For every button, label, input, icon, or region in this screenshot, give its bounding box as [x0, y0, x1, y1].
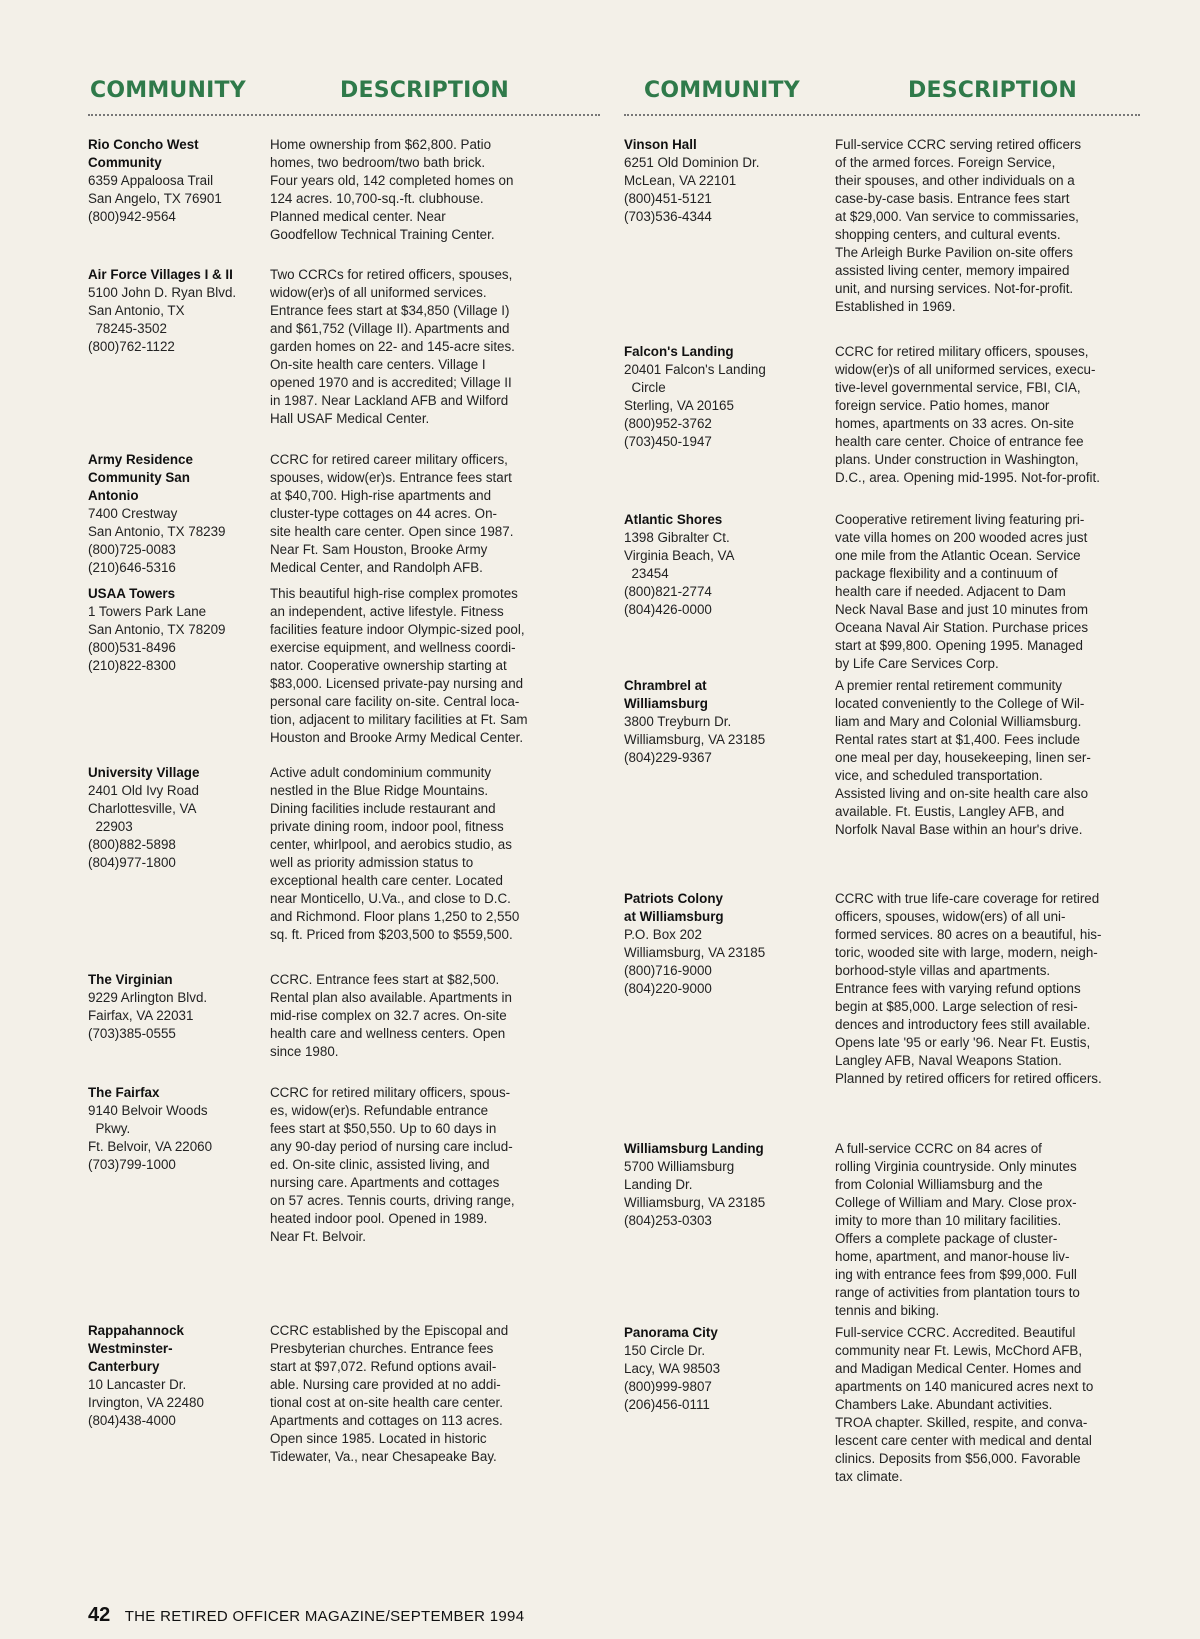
description-line: Planned by retired officers for retired officers. [835, 1071, 1102, 1086]
description-line: health care if needed. Adjacent to Dam [835, 584, 1066, 599]
community-name: Westminster- [88, 1341, 173, 1356]
description-line: and $61,752 (Village II). Apartments and [270, 321, 510, 336]
address-line: Charlottesville, VA [88, 801, 197, 816]
address-line: 6359 Appaloosa Trail [88, 173, 214, 188]
description-line: mid-rise complex on 32.7 acres. On-site [270, 1008, 507, 1023]
description-line: unit, and nursing services. Not-for-profit. [835, 281, 1074, 296]
address-line: (800)762-1122 [88, 339, 175, 354]
description-line: TROA chapter. Skilled, respite, and conva- [835, 1415, 1088, 1430]
description-line: lescent care center with medical and dental [835, 1433, 1092, 1448]
address-line: Williamsburg, VA 23185 [624, 945, 766, 960]
description-left-4 [270, 764, 600, 944]
description-line: in 1987. Near Lackland AFB and Wilford [270, 393, 509, 408]
description-line: widow(er)s of all uniformed services. [270, 285, 487, 300]
description-line: at $29,000. Van service to commissaries, [835, 209, 1079, 224]
description-line: Dining facilities include restaurant and [270, 801, 496, 816]
description-line: Cooperative retirement living featuring pri- [835, 512, 1085, 527]
description-right-2 [835, 511, 1155, 673]
address-line: (800)531-8496 [88, 640, 176, 655]
address-line: 23454 [624, 566, 669, 581]
description-line: vate villa homes on 200 wooded acres just [835, 530, 1088, 545]
description-line: widow(er)s of all uniformed services, execu- [835, 362, 1096, 377]
description-line: Langley AFB, Naval Weapons Station. [835, 1053, 1062, 1068]
address-line: 6251 Old Dominion Dr. [624, 155, 760, 170]
description-line: nator. Cooperative ownership starting at [270, 658, 507, 673]
description-line: available. Ft. Eustis, Langley AFB, and [835, 804, 1065, 819]
description-line: case-by-case basis. Entrance fees start [835, 191, 1070, 206]
description-line: cluster-type cottages on 44 acres. On- [270, 506, 498, 521]
description-right-6 [835, 1324, 1155, 1486]
description-line: dences and introductory fees still available. [835, 1017, 1091, 1032]
community-left-3 [88, 585, 258, 675]
description-line: Tidewater, Va., near Chesapeake Bay. [270, 1449, 497, 1464]
description-line: one mile from the Atlantic Ocean. Service [835, 548, 1081, 563]
address-line: 3800 Treyburn Dr. [624, 714, 732, 729]
community-name: Falcon's Landing [624, 344, 734, 359]
description-line: CCRC for retired military officers, spous- [270, 1085, 511, 1100]
description-line: Oceana Naval Air Station. Purchase prices [835, 620, 1089, 635]
community-name: The Fairfax [88, 1085, 160, 1100]
description-line: A full-service CCRC on 84 acres of [835, 1141, 1042, 1156]
description-right-0 [835, 136, 1155, 316]
divider-left [88, 114, 600, 116]
address-line: Pkwy. [88, 1121, 131, 1136]
community-name: Air Force Villages I & II [88, 267, 233, 282]
address-line: San Antonio, TX [88, 303, 185, 318]
description-right-4 [835, 890, 1155, 1088]
description-line: Established in 1969. [835, 299, 956, 314]
description-line: Full-service CCRC. Accredited. Beautiful [835, 1325, 1076, 1340]
community-name: Atlantic Shores [624, 512, 723, 527]
community-right-3 [624, 677, 814, 767]
description-line: CCRC with true life-care coverage for retired [835, 891, 1100, 906]
description-line: ed. On-site clinic, assisted living, and [270, 1157, 490, 1172]
address-line: P.O. Box 202 [624, 927, 702, 942]
address-line: (804)229-9367 [624, 750, 712, 765]
description-line: CCRC for retired career military officers, [270, 452, 508, 467]
address-line: 9140 Belvoir Woods [88, 1103, 208, 1118]
address-line: (804)426-0000 [624, 602, 712, 617]
description-line: health care and wellness centers. Open [270, 1026, 506, 1041]
description-line: homes, apartments on 33 acres. On-site [835, 416, 1074, 431]
description-line: assisted living center, memory impaired [835, 263, 1070, 278]
description-line: Houston and Brooke Army Medical Center. [270, 730, 524, 745]
page-number: 42 [88, 1604, 111, 1626]
divider-right [624, 114, 1140, 116]
description-left-1 [270, 266, 600, 428]
community-name: Vinson Hall [624, 137, 697, 152]
community-name: Canterbury [88, 1359, 160, 1374]
description-line: CCRC for retired military officers, spouses, [835, 344, 1089, 359]
description-line: 124 acres. 10,700-sq.-ft. clubhouse. [270, 191, 484, 206]
community-name: Williamsburg Landing [624, 1141, 764, 1156]
address-line: Virginia Beach, VA [624, 548, 735, 563]
description-line: near Monticello, U.Va., and close to D.C. [270, 891, 511, 906]
description-line: opened 1970 and is accredited; Village II [270, 375, 512, 390]
description-line: This beautiful high-rise complex promotes [270, 586, 518, 601]
description-line: toric, wooded site with large, modern, neigh- [835, 945, 1098, 960]
address-line: (206)456-0111 [624, 1397, 710, 1412]
description-line: D.C., area. Opening mid-1995. Not-for-profit. [835, 470, 1100, 485]
address-line: 10 Lancaster Dr. [88, 1377, 187, 1392]
community-name: Patriots Colony [624, 891, 723, 906]
description-line: by Life Care Services Corp. [835, 656, 999, 671]
description-line: Goodfellow Technical Training Center. [270, 227, 495, 242]
community-name: at Williamsburg [624, 909, 724, 924]
description-line: Full-service CCRC serving retired officers [835, 137, 1082, 152]
description-line: Home ownership from $62,800. Patio [270, 137, 492, 152]
address-line: 22903 [88, 819, 133, 834]
address-line: 150 Circle Dr. [624, 1343, 706, 1358]
description-line: Near Ft. Sam Houston, Brooke Army [270, 542, 488, 557]
description-line: Hall USAF Medical Center. [270, 411, 430, 426]
address-line: San Antonio, TX 78209 [88, 622, 226, 637]
description-left-0 [270, 136, 600, 244]
description-line: CCRC established by the Episcopal and [270, 1323, 509, 1338]
community-name: University Village [88, 765, 200, 780]
page-footer [88, 1604, 524, 1627]
description-line: Planned medical center. Near [270, 209, 446, 224]
address-line: (804)220-9000 [624, 981, 712, 996]
description-line: of the armed forces. Foreign Service, [835, 155, 1056, 170]
description-left-3 [270, 585, 600, 747]
address-line: San Antonio, TX 78239 [88, 524, 226, 539]
address-line: 1398 Gibralter Ct. [624, 530, 730, 545]
description-line: clinics. Deposits from $56,000. Favorable [835, 1451, 1081, 1466]
description-line: spouses, widow(er)s. Entrance fees start [270, 470, 512, 485]
description-line: Norfolk Naval Base within an hour's drive. [835, 822, 1083, 837]
description-line: tax climate. [835, 1469, 903, 1484]
description-line: Two CCRCs for retired officers, spouses, [270, 267, 513, 282]
address-line: 5100 John D. Ryan Blvd. [88, 285, 237, 300]
description-line: formed services. 80 acres on a beautiful, his- [835, 927, 1102, 942]
description-line: shopping centers, and cultural events. [835, 227, 1061, 242]
address-line: (210)646-5316 [88, 560, 176, 575]
description-line: $83,000. Licensed private-pay nursing and [270, 676, 524, 691]
community-right-2 [624, 511, 814, 619]
description-line: begin at $85,000. Large selection of resi- [835, 999, 1078, 1014]
description-right-1 [835, 343, 1155, 487]
description-line: Near Ft. Belvoir. [270, 1229, 366, 1244]
community-left-1 [88, 266, 258, 356]
community-name: Rio Concho West [88, 137, 199, 152]
community-left-0 [88, 136, 258, 226]
description-right-5 [835, 1140, 1155, 1320]
description-line: fees start at $50,550. Up to 60 days in [270, 1121, 497, 1136]
address-line: (703)536-4344 [624, 209, 712, 224]
description-line: tive-level governmental service, FBI, CIA, [835, 380, 1081, 395]
address-line: (800)882-5898 [88, 837, 176, 852]
description-left-7 [270, 1322, 600, 1466]
address-line: 7400 Crestway [88, 506, 178, 521]
description-line: at $40,700. High-rise apartments and [270, 488, 492, 503]
community-name: Panorama City [624, 1325, 718, 1340]
description-line: facilities feature indoor Olympic-sized pool, [270, 622, 525, 637]
description-line: home, apartment, and manor-house liv- [835, 1249, 1070, 1264]
community-name: Chrambrel at [624, 678, 707, 693]
community-name: USAA Towers [88, 586, 176, 601]
address-line: (804)253-0303 [624, 1213, 712, 1228]
community-name: Army Residence [88, 452, 193, 467]
address-line: (800)725-0083 [88, 542, 176, 557]
address-line: 78245-3502 [88, 321, 167, 336]
description-line: imity to more than 10 military facilities. [835, 1213, 1062, 1228]
community-right-6 [624, 1324, 814, 1414]
description-line: Medical Center, and Randolph AFB. [270, 560, 483, 575]
description-line: heated indoor pool. Opened in 1989. [270, 1211, 488, 1226]
description-line: homes, two bedroom/two bath brick. [270, 155, 486, 170]
header-description-left: DESCRIPTION [340, 78, 510, 103]
description-line: Neck Naval Base and just 10 minutes from [835, 602, 1089, 617]
description-line: Open since 1985. Located in historic [270, 1431, 487, 1446]
address-line: (703)799-1000 [88, 1157, 176, 1172]
community-name: Williamsburg [624, 696, 708, 711]
description-line: nursing care. Apartments and cottages [270, 1175, 500, 1190]
description-line: CCRC. Entrance fees start at $82,500. [270, 972, 500, 987]
community-name: Community [88, 155, 162, 170]
description-line: Chambers Lake. Abundant activities. [835, 1397, 1053, 1412]
header-community-left: COMMUNITY [90, 78, 246, 103]
community-name: Antonio [88, 488, 139, 503]
description-line: on 57 acres. Tennis courts, driving range, [270, 1193, 515, 1208]
description-line: foreign service. Patio homes, manor [835, 398, 1050, 413]
description-line: Entrance fees with varying refund options [835, 981, 1081, 996]
description-line: exceptional health care center. Located [270, 873, 504, 888]
address-line: McLean, VA 22101 [624, 173, 737, 188]
header-community-right: COMMUNITY [644, 78, 800, 103]
description-line: health care center. Choice of entrance fee [835, 434, 1084, 449]
description-line: community near Ft. Lewis, McChord AFB, [835, 1343, 1083, 1358]
address-line: (210)822-8300 [88, 658, 176, 673]
description-line: their spouses, and other individuals on a [835, 173, 1075, 188]
address-line: (804)438-4000 [88, 1413, 176, 1428]
community-right-1 [624, 343, 814, 451]
description-line: and Richmond. Floor plans 1,250 to 2,550 [270, 909, 520, 924]
address-line: (703)450-1947 [624, 434, 712, 449]
address-line: (800)451-5121 [624, 191, 712, 206]
address-line: 2401 Old Ivy Road [88, 783, 199, 798]
address-line: 1 Towers Park Lane [88, 604, 207, 619]
description-line: start at $99,800. Opening 1995. Managed [835, 638, 1083, 653]
address-line: 20401 Falcon's Landing [624, 362, 766, 377]
description-left-6 [270, 1084, 600, 1246]
description-line: Active adult condominium community [270, 765, 492, 780]
description-line: Presbyterian churches. Entrance fees [270, 1341, 494, 1356]
publication-line: THE RETIRED OFFICER MAGAZINE/SEPTEMBER 1994 [124, 1608, 525, 1625]
description-line: es, widow(er)s. Refundable entrance [270, 1103, 489, 1118]
address-line: (800)999-9807 [624, 1379, 712, 1394]
address-line: Sterling, VA 20165 [624, 398, 734, 413]
description-line: Rental plan also available. Apartments in [270, 990, 512, 1005]
description-line: plans. Under construction in Washington, [835, 452, 1079, 467]
description-line: Entrance fees start at $34,850 (Village I) [270, 303, 510, 318]
description-line: and Madigan Medical Center. Homes and [835, 1361, 1082, 1376]
description-line: package flexibility and a continuum of [835, 566, 1058, 581]
description-line: Opens late '95 or early '96. Near Ft. Eustis, [835, 1035, 1091, 1050]
address-line: (800)942-9564 [88, 209, 176, 224]
description-line: sq. ft. Priced from $203,500 to $559,500. [270, 927, 513, 942]
address-line: 5700 Williamsburg [624, 1159, 735, 1174]
address-line: Landing Dr. [624, 1177, 693, 1192]
address-line: Lacy, WA 98503 [624, 1361, 721, 1376]
description-line: The Arleigh Burke Pavilion on-site offers [835, 245, 1073, 260]
description-line: Rental rates start at $1,400. Fees include [835, 732, 1080, 747]
description-line: center, whirlpool, and aerobics studio, as [270, 837, 512, 852]
community-right-0 [624, 136, 814, 226]
address-line: (800)952-3762 [624, 416, 712, 431]
community-name: The Virginian [88, 972, 173, 987]
description-line: borhood-style villas and apartments. [835, 963, 1051, 978]
description-line: any 90-day period of nursing care includ- [270, 1139, 513, 1154]
description-line: Assisted living and on-site health care also [835, 786, 1089, 801]
address-line: Fairfax, VA 22031 [88, 1008, 194, 1023]
community-left-4 [88, 764, 258, 872]
description-line: tion, adjacent to military facilities at Ft. Sam [270, 712, 528, 727]
description-line: well as priority admission status to [270, 855, 474, 870]
description-line: A premier rental retirement community [835, 678, 1062, 693]
community-left-2 [88, 451, 258, 577]
description-line: one meal per day, housekeeping, linen ser- [835, 750, 1091, 765]
address-line: Circle [624, 380, 666, 395]
community-right-5 [624, 1140, 814, 1230]
community-left-5 [88, 971, 258, 1043]
address-line: 9229 Arlington Blvd. [88, 990, 208, 1005]
description-line: Four years old, 142 completed homes on [270, 173, 514, 188]
address-line: Williamsburg, VA 23185 [624, 732, 766, 747]
community-left-6 [88, 1084, 258, 1174]
description-line: exercise equipment, and wellness coordi- [270, 640, 516, 655]
description-line: tennis and biking. [835, 1303, 940, 1318]
header-description-right: DESCRIPTION [908, 78, 1078, 103]
address-line: (800)716-9000 [624, 963, 712, 978]
community-name: Rappahannock [88, 1323, 184, 1338]
description-line: officers, spouses, widow(ers) of all uni- [835, 909, 1066, 924]
description-line: rolling Virginia countryside. Only minutes [835, 1159, 1077, 1174]
address-line: Williamsburg, VA 23185 [624, 1195, 766, 1210]
address-line: Irvington, VA 22480 [88, 1395, 204, 1410]
community-name: Community San [88, 470, 190, 485]
description-line: On-site health care centers. Village I [270, 357, 486, 372]
description-line: apartments on 140 manicured acres next to [835, 1379, 1094, 1394]
description-line: tional cost at on-site health care center. [270, 1395, 503, 1410]
description-line: ing with entrance fees from $99,000. Full [835, 1267, 1077, 1282]
community-left-7 [88, 1322, 258, 1430]
description-line: an independent, active lifestyle. Fitness [270, 604, 504, 619]
description-line: site health care center. Open since 1987. [270, 524, 514, 539]
description-line: located conveniently to the College of Wil- [835, 696, 1085, 711]
description-line: since 1980. [270, 1044, 339, 1059]
description-line: Offers a complete package of cluster- [835, 1231, 1058, 1246]
address-line: (703)385-0555 [88, 1026, 176, 1041]
description-line: range of activities from plantation tours to [835, 1285, 1080, 1300]
description-line: start at $97,072. Refund options avail- [270, 1359, 497, 1374]
description-line: garden homes on 22- and 145-acre sites. [270, 339, 515, 354]
description-line: from Colonial Williamsburg and the [835, 1177, 1043, 1192]
description-line: personal care facility on-site. Central loca- [270, 694, 520, 709]
description-line: private dining room, indoor pool, fitness [270, 819, 504, 834]
description-line: nestled in the Blue Ridge Mountains. [270, 783, 489, 798]
description-left-2 [270, 451, 600, 577]
description-left-5 [270, 971, 600, 1061]
description-line: Apartments and cottages on 113 acres. [270, 1413, 503, 1428]
description-right-3 [835, 677, 1155, 839]
description-line: vice, and scheduled transportation. [835, 768, 1043, 783]
address-line: Ft. Belvoir, VA 22060 [88, 1139, 213, 1154]
description-line: able. Nursing care provided at no addi- [270, 1377, 501, 1392]
description-line: College of William and Mary. Close prox- [835, 1195, 1077, 1210]
community-right-4 [624, 890, 814, 998]
address-line: San Angelo, TX 76901 [88, 191, 222, 206]
description-line: liam and Mary and Colonial Williamsburg. [835, 714, 1082, 729]
address-line: (800)821-2774 [624, 584, 712, 599]
address-line: (804)977-1800 [88, 855, 176, 870]
